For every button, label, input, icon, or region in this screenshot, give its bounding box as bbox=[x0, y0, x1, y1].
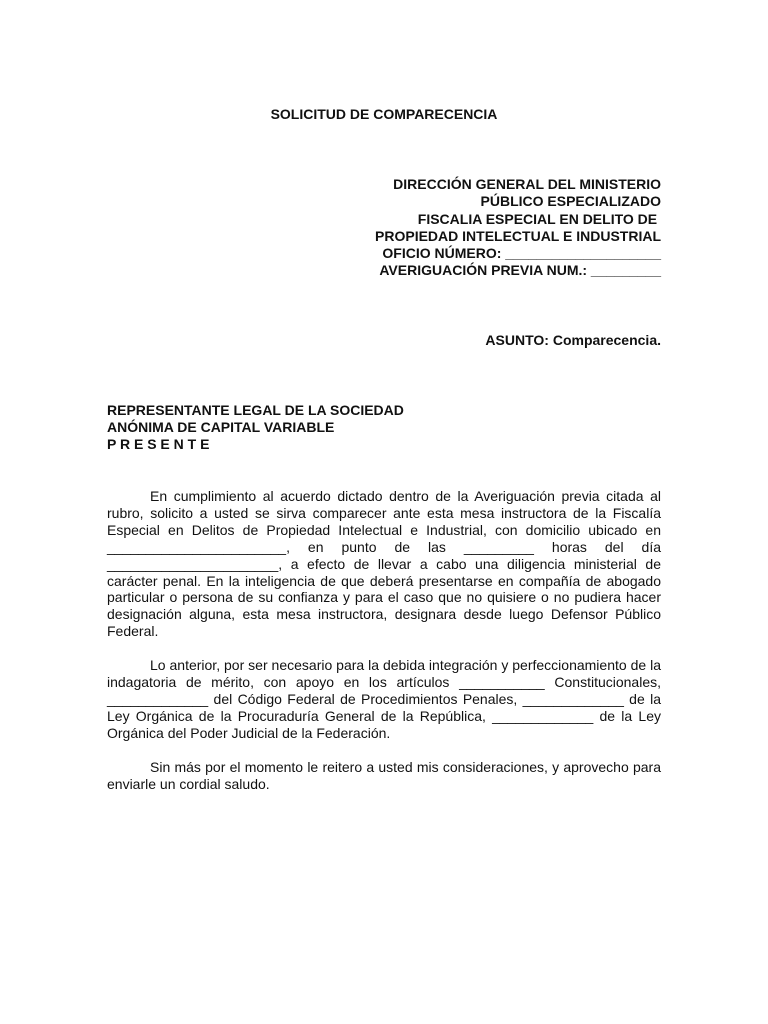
letter-body bbox=[107, 488, 661, 810]
closing-paragraph: Sin más por el momento le reitero a usted mis consideraciones, y aprovecho para enviarle un cordial saludo. bbox=[107, 758, 661, 792]
addressee-line: ANÓNIMA DE CAPITAL VARIABLE bbox=[107, 419, 335, 435]
addressee-line: REPRESENTANTE LEGAL DE LA SOCIEDAD bbox=[107, 402, 404, 418]
recipient-line: DIRECCIÓN GENERAL DEL MINISTERIO bbox=[393, 176, 661, 192]
document-title: SOLICITUD DE COMPARECENCIA bbox=[270, 106, 498, 122]
presente-line: P R E S E N T E bbox=[107, 436, 210, 452]
recipient-line: PÚBLICO ESPECIALIZADO bbox=[480, 193, 661, 210]
body-paragraph: Lo anterior, por ser necesario para la debida integración y perfeccionamiento de la indagatoria de mérito, con apoyo en los artículos ___________ Constitucionales, _____________ del Código Federal de Procedimientos Penales, _____________ de la Ley Orgánica de la Procuraduría General de la República, _____________ de la Ley Orgánica del Poder Judicial de la Federación. bbox=[107, 657, 661, 741]
addressee-block bbox=[107, 402, 404, 453]
recipient-line: FISCALIA ESPECIAL EN DELITO DE bbox=[417, 210, 661, 227]
oficio-number-line: OFICIO NÚMERO: ____________________ bbox=[382, 245, 661, 262]
subject-line: ASUNTO: Comparecencia. bbox=[485, 332, 661, 348]
averiguacion-number-line: AVERIGUACIÓN PREVIA NUM.: _________ bbox=[379, 262, 661, 279]
body-paragraph: En cumplimiento al acuerdo dictado dentro de la Averiguación previa citada al rubro, solicito a usted se sirva comparecer ante esta mesa instructora de la Fiscalía Especial en Delitos de Propiedad Intelectual e Industrial, con domicilio ubicado en _______________________, en punto de las _________ horas del día ______________________, a efecto de llevar a cabo una diligencia ministerial de carácter penal. En la inteligencia de que deberá presentarse en compañía de abogado particular o persona de su confianza y para el caso que no quisiere o no pudiera hacer designación alguna, esta mesa instructora, designara desde luego Defensor Público Federal. bbox=[107, 488, 661, 640]
recipient-line: PROPIEDAD INTELECTUAL E INDUSTRIAL bbox=[375, 227, 661, 244]
recipient-block bbox=[375, 176, 661, 280]
